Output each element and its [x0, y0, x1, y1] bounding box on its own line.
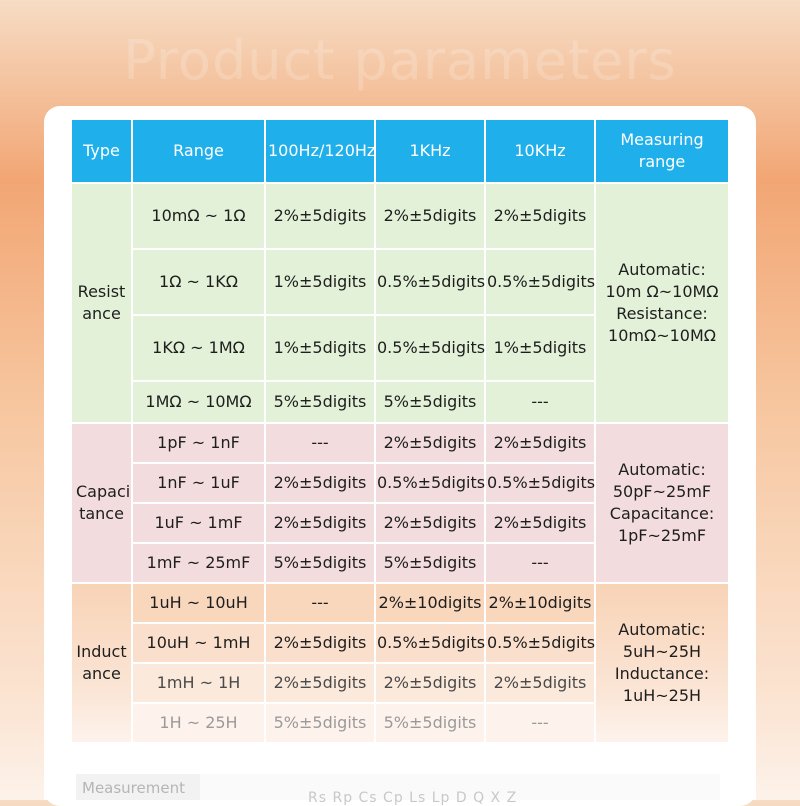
- accuracy-cell: 1%±5digits: [266, 250, 374, 314]
- header-range: Range: [133, 120, 264, 182]
- type-resistance: Resist ance: [72, 184, 131, 422]
- parameters-table: [70, 118, 730, 744]
- header-10khz: 10KHz: [486, 120, 594, 182]
- range-cell: 10mΩ ~ 1Ω: [133, 184, 264, 248]
- accuracy-cell: 5%±5digits: [266, 382, 374, 422]
- accuracy-cell: 0.5%±5digits: [376, 250, 484, 314]
- range-cell: 1pF ~ 1nF: [133, 424, 264, 462]
- header-1khz: 1KHz: [376, 120, 484, 182]
- range-cell: 1Ω ~ 1KΩ: [133, 250, 264, 314]
- accuracy-cell: 5%±5digits: [376, 544, 484, 582]
- accuracy-cell: 2%±10digits: [376, 584, 484, 622]
- type-inductance: Induct ance: [72, 584, 131, 742]
- accuracy-cell: 2%±5digits: [266, 464, 374, 502]
- header-100hz: 100Hz/120Hz: [266, 120, 374, 182]
- range-cell: 1H ~ 25H: [133, 704, 264, 742]
- range-cell: 10uH ~ 1mH: [133, 624, 264, 662]
- accuracy-cell: ---: [486, 544, 594, 582]
- range-cell: 1MΩ ~ 10MΩ: [133, 382, 264, 422]
- accuracy-cell: 2%±5digits: [266, 184, 374, 248]
- range-cell: 1uH ~ 10uH: [133, 584, 264, 622]
- table-header-row: [72, 120, 728, 182]
- accuracy-cell: 5%±5digits: [266, 704, 374, 742]
- accuracy-cell: 2%±5digits: [376, 504, 484, 542]
- accuracy-cell: 5%±5digits: [266, 544, 374, 582]
- accuracy-cell: 2%±5digits: [486, 184, 594, 248]
- accuracy-cell: 0.5%±5digits: [486, 250, 594, 314]
- accuracy-cell: 2%±10digits: [486, 584, 594, 622]
- accuracy-cell: 1%±5digits: [266, 316, 374, 380]
- accuracy-cell: ---: [266, 424, 374, 462]
- type-capacitance: Capaci tance: [72, 424, 131, 582]
- range-cell: 1mF ~ 25mF: [133, 544, 264, 582]
- accuracy-cell: 0.5%±5digits: [376, 624, 484, 662]
- header-measuring-range: Measuring range: [596, 120, 728, 182]
- measuring-range-capacitance: Automatic: 50pF~25mF Capacitance: 1pF~25mF: [596, 424, 728, 582]
- accuracy-cell: 0.5%±5digits: [486, 624, 594, 662]
- range-cell: 1mH ~ 1H: [133, 664, 264, 702]
- range-cell: 1nF ~ 1uF: [133, 464, 264, 502]
- accuracy-cell: 2%±5digits: [486, 424, 594, 462]
- accuracy-cell: 2%±5digits: [486, 664, 594, 702]
- accuracy-cell: 0.5%±5digits: [486, 464, 594, 502]
- accuracy-cell: ---: [486, 382, 594, 422]
- accuracy-cell: 2%±5digits: [266, 664, 374, 702]
- accuracy-cell: ---: [266, 584, 374, 622]
- measuring-range-inductance: Automatic: 5uH~25H Inductance: 1uH~25H: [596, 584, 728, 742]
- accuracy-cell: 1%±5digits: [486, 316, 594, 380]
- measurement-label: Measurement: [76, 774, 204, 800]
- accuracy-cell: 0.5%±5digits: [376, 316, 484, 380]
- accuracy-cell: 0.5%±5digits: [376, 464, 484, 502]
- accuracy-cell: 2%±5digits: [266, 624, 374, 662]
- accuracy-cell: ---: [486, 704, 594, 742]
- range-cell: 1KΩ ~ 1MΩ: [133, 316, 264, 380]
- measurement-modes: Rs Rp Cs Cp Ls Lp D Q X Z: [308, 790, 518, 806]
- accuracy-cell: 5%±5digits: [376, 704, 484, 742]
- header-type: Type: [72, 120, 131, 182]
- measuring-range-resistance: Automatic: 10m Ω~10MΩ Resistance: 10mΩ~10MΩ: [596, 184, 728, 422]
- accuracy-cell: 2%±5digits: [376, 424, 484, 462]
- table-row: [72, 184, 728, 248]
- page-title: Product parameters: [123, 29, 677, 92]
- accuracy-cell: 2%±5digits: [376, 184, 484, 248]
- table-row: [72, 584, 728, 622]
- accuracy-cell: 2%±5digits: [376, 664, 484, 702]
- accuracy-cell: 2%±5digits: [266, 504, 374, 542]
- accuracy-cell: 5%±5digits: [376, 382, 484, 422]
- range-cell: 1uF ~ 1mF: [133, 504, 264, 542]
- accuracy-cell: 2%±5digits: [486, 504, 594, 542]
- table-row: [72, 424, 728, 462]
